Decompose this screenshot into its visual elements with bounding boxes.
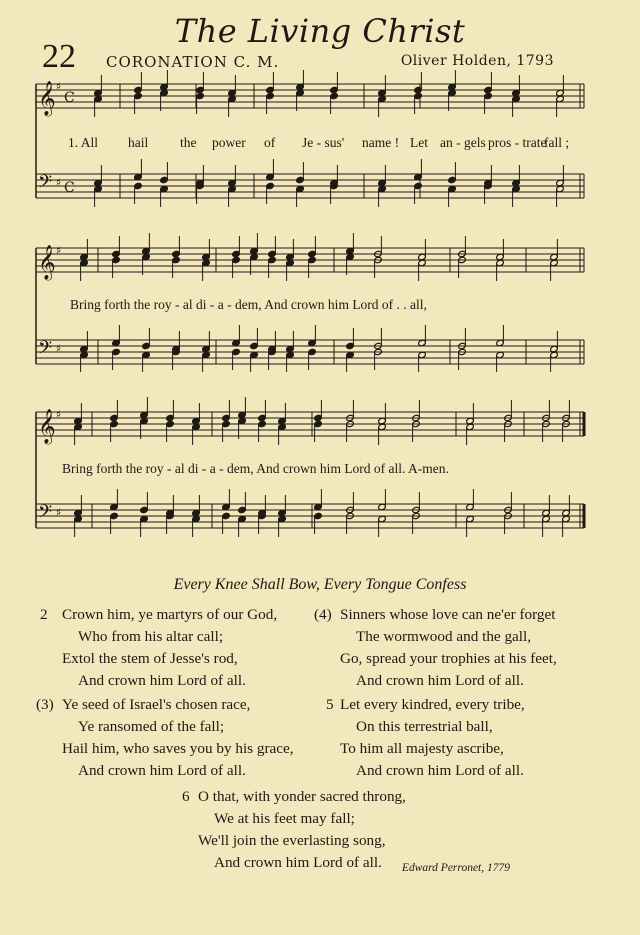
bass-clef-icon: 𝄢: [38, 172, 53, 197]
lyric-syllable: pros - trate: [488, 135, 547, 150]
lyric-syllable: the: [180, 135, 197, 150]
lyric-syllable: fall ;: [544, 135, 570, 150]
stanza-line: Go, spread your trophies at his feet,: [340, 650, 557, 667]
stanza-line: Let every kindred, every tribe,: [340, 696, 525, 713]
sharp-icon: ♯: [56, 506, 62, 519]
stanza-line: We'll join the everlasting song,: [198, 832, 386, 849]
stanza-line: The wormwood and the gall,: [356, 628, 532, 645]
treble-clef-icon: 𝄞: [38, 245, 56, 280]
stanza-line: And crown him Lord of all.: [214, 854, 382, 871]
stanza-line: We at his feet may fall;: [214, 810, 355, 827]
author-credit: Edward Perronet, 1779: [401, 862, 510, 874]
lyric-syllable: Let: [410, 135, 428, 150]
lyric-syllable: Je - sus': [302, 135, 345, 150]
stanza-line: Hail him, who saves you by his grace,: [62, 740, 294, 757]
lyric-syllable: power: [212, 135, 246, 150]
time-signature: C: [64, 180, 75, 196]
stanza-line: Crown him, ye martyrs of our God,: [62, 606, 278, 623]
stanza-line: O that, with yonder sacred throng,: [198, 788, 406, 805]
stanza-5: [326, 694, 525, 782]
section-subtitle: Every Knee Shall Bow, Every Tongue Confess: [173, 576, 467, 593]
lyric-syllable: 1. All: [68, 135, 99, 150]
sharp-icon: ♯: [56, 244, 62, 257]
stanza-line: Sinners whose love can ne'er forget: [340, 606, 556, 623]
stanza-line: Who from his altar call;: [78, 628, 224, 645]
treble-clef-icon: 𝄞: [38, 81, 56, 116]
lyric-syllable: hail: [128, 135, 149, 150]
sharp-icon: ♯: [56, 176, 62, 189]
stanza-line: And crown him Lord of all.: [356, 672, 524, 689]
stanza-number: 2: [40, 606, 48, 623]
bass-clef-icon: 𝄢: [38, 338, 53, 363]
stanza-line: Ye ransomed of the fall;: [78, 718, 225, 735]
stanza-number: 6: [182, 788, 190, 805]
lyric-syllable: name !: [362, 135, 400, 150]
stanza-line: And crown him Lord of all.: [78, 672, 246, 689]
treble-clef-icon: 𝄞: [38, 409, 56, 444]
time-signature: C: [64, 90, 75, 106]
stanza-4: [314, 604, 557, 692]
stanza-line: And crown him Lord of all.: [356, 762, 524, 779]
stanza-line: Ye seed of Israel's chosen race,: [62, 696, 251, 713]
lyric-syllable: an - gels: [440, 135, 486, 150]
stanza-line: To him all majesty ascribe,: [340, 740, 504, 757]
hymn-number: 22: [42, 38, 76, 75]
stanza-3: [36, 694, 294, 782]
lyric-line-3: Bring forth the roy - al di - a - dem, And crown him Lord of all. A-men.: [62, 461, 449, 476]
stanza-6: [182, 786, 406, 874]
sharp-icon: ♯: [56, 342, 62, 355]
composer: Oliver Holden, 1793: [400, 53, 554, 69]
lyric-syllable: of: [264, 135, 276, 150]
hymn-title: The Living Christ: [174, 12, 466, 50]
stanza-line: On this terrestrial ball,: [356, 718, 493, 735]
sharp-icon: ♯: [56, 80, 62, 93]
sharp-icon: ♯: [56, 408, 62, 421]
stanza-number: (4): [314, 606, 332, 623]
stanza-number: (3): [36, 696, 54, 713]
stanza-number: 5: [326, 696, 334, 713]
lyric-line-2: Bring forth the roy - al di - a - dem, And crown him Lord of . . all,: [70, 297, 427, 312]
stanza-line: And crown him Lord of all.: [78, 762, 246, 779]
bass-clef-icon: 𝄢: [38, 502, 53, 527]
tune-name: CORONATION C. M.: [106, 53, 280, 71]
stanza-line: Extol the stem of Jesse's rod,: [62, 650, 238, 667]
stanza-2: [40, 604, 278, 692]
